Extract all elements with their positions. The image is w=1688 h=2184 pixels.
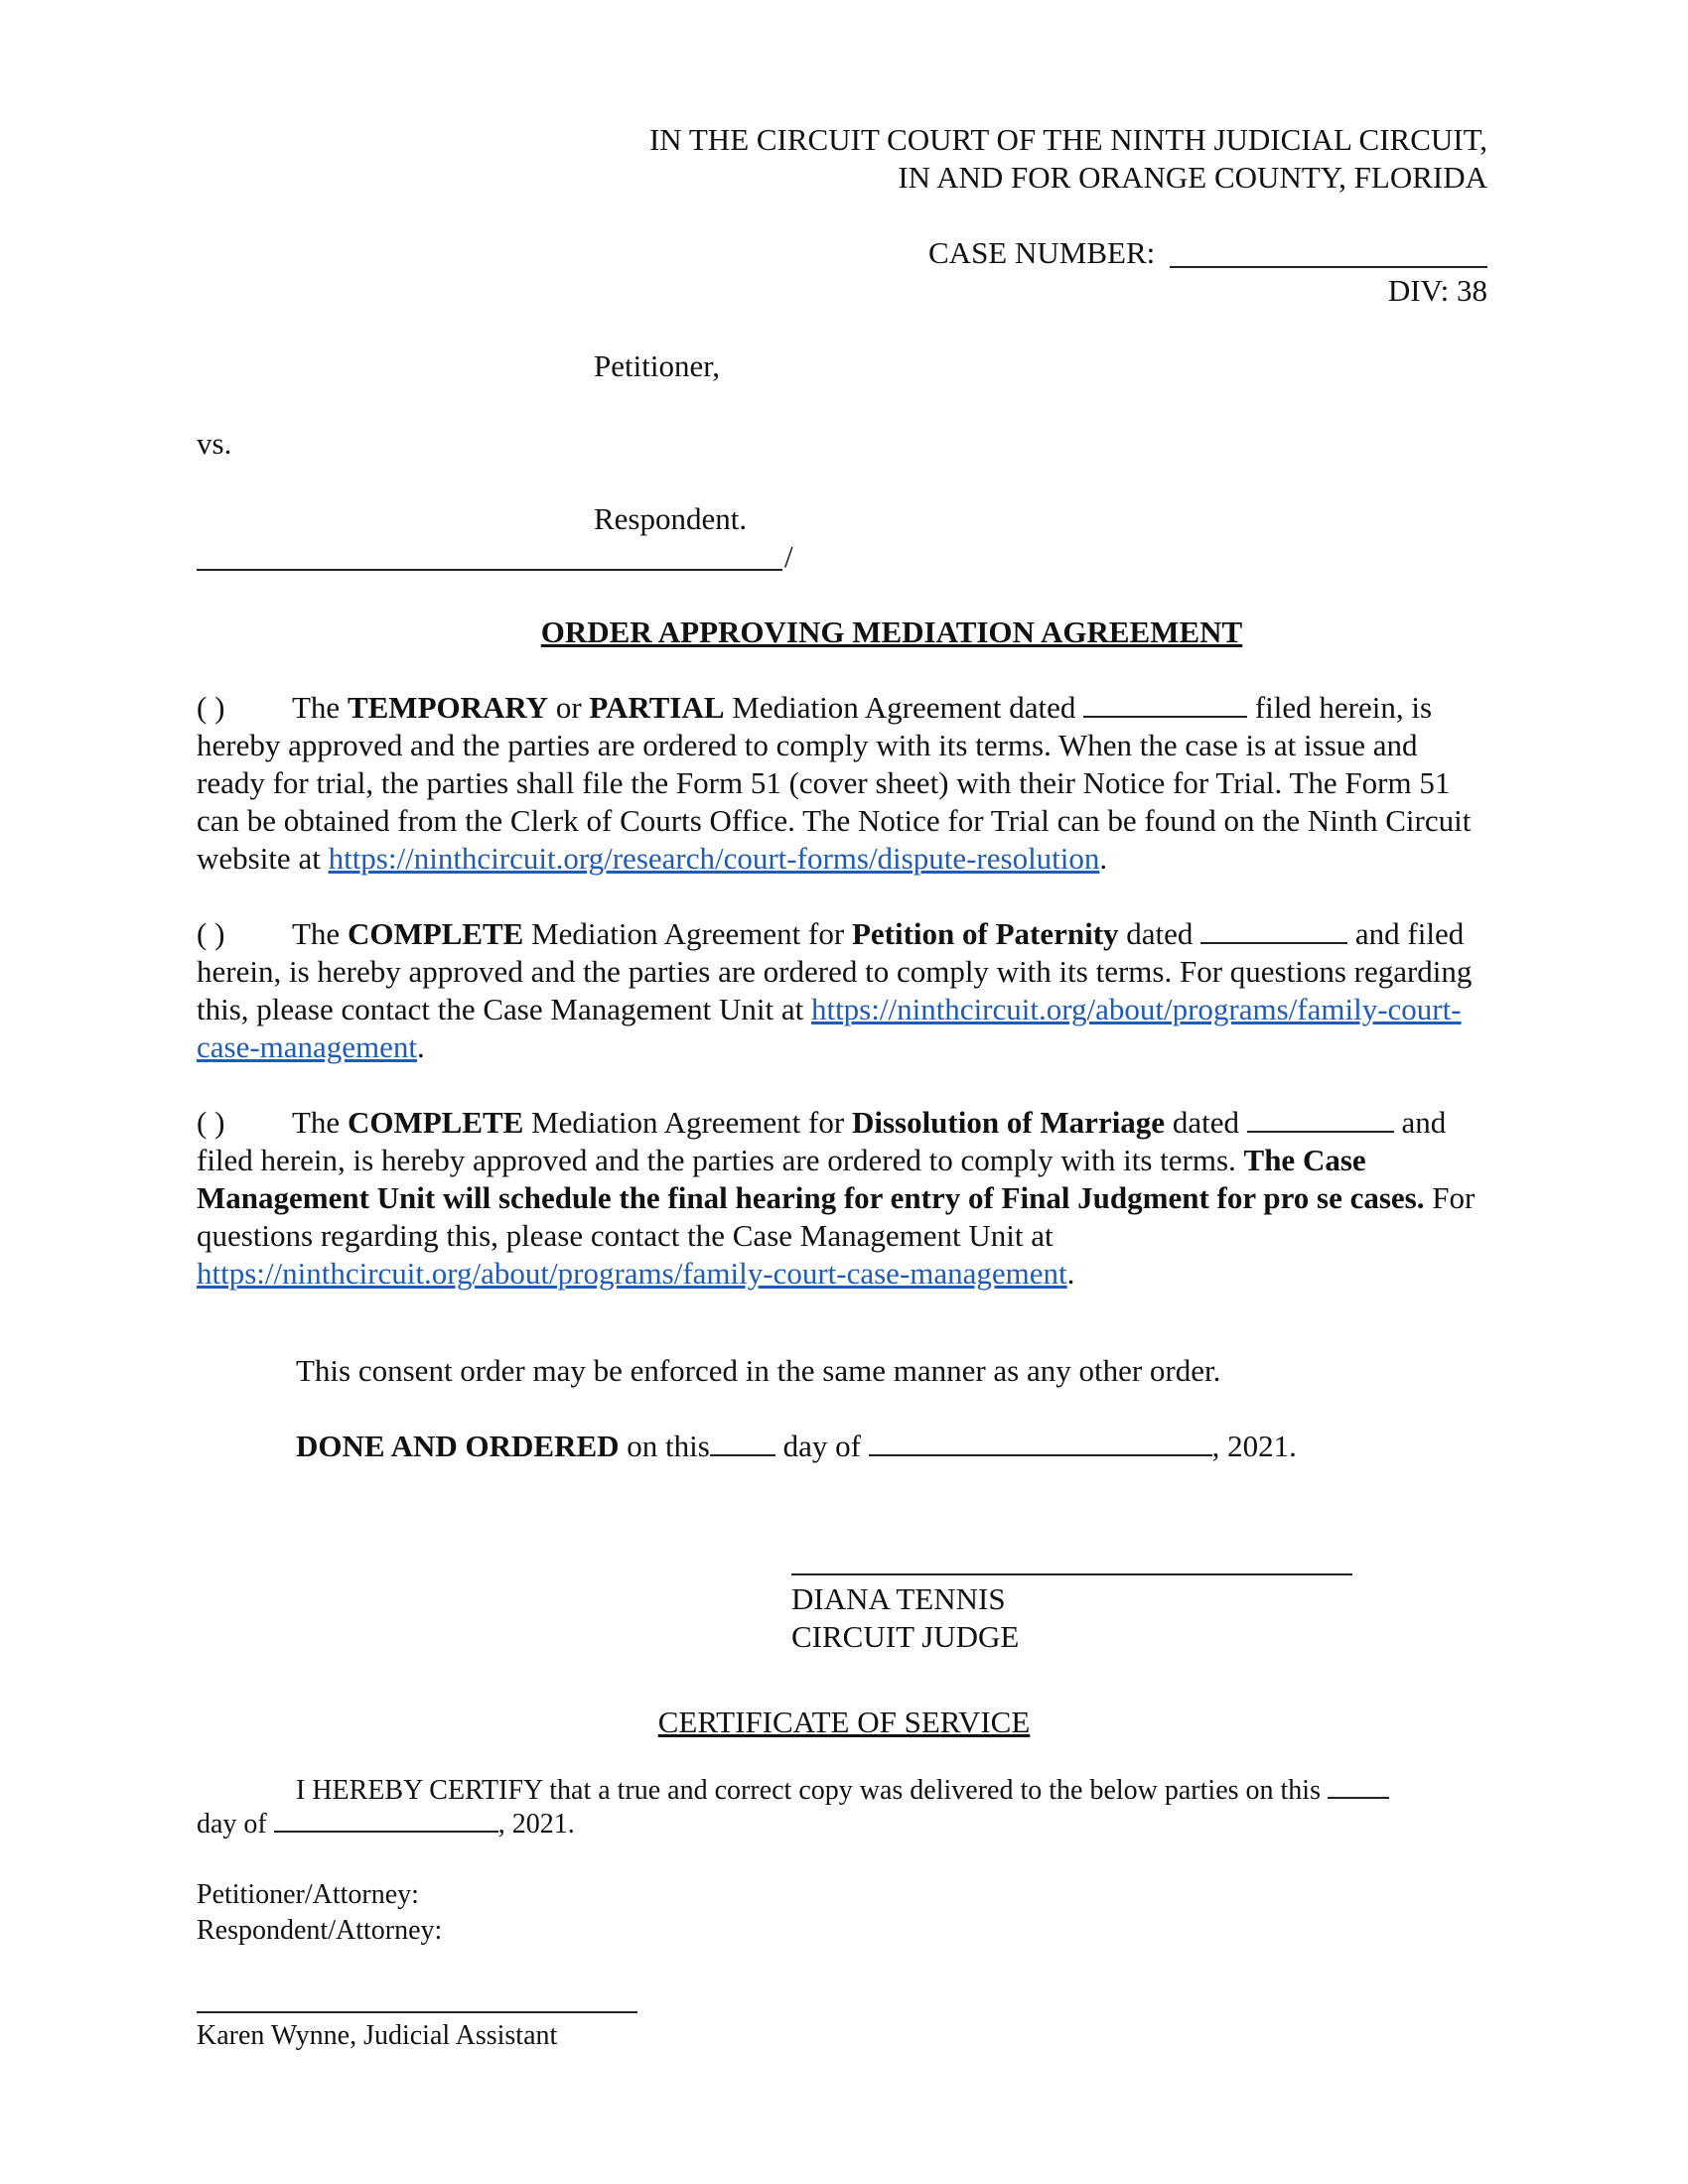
- done-month-blank[interactable]: [869, 1429, 1212, 1456]
- certificate-heading: CERTIFICATE OF SERVICE: [657, 1705, 1031, 1739]
- judge-name: DIANA TENNIS: [791, 1581, 1006, 1616]
- respondent-label: Respondent.: [594, 501, 748, 536]
- petitioner-label: Petitioner,: [594, 348, 721, 383]
- assistant-signature-line[interactable]: [197, 2011, 637, 2013]
- certificate-text-line-2: day of , 2021.: [197, 1805, 575, 1843]
- consent-statement: This consent order may be enforced in the same manner as any other order.: [296, 1353, 1221, 1388]
- certificate-month-blank[interactable]: [274, 1805, 498, 1833]
- paternity-checkbox[interactable]: ( ): [197, 916, 225, 951]
- caption-slash: /: [784, 539, 793, 574]
- petitioner-attorney-label: Petitioner/Attorney:: [197, 1879, 419, 1910]
- court-line-1: IN THE CIRCUIT COURT OF THE NINTH JUDICIAL CIRCUIT,: [648, 122, 1487, 157]
- temporary-checkbox[interactable]: ( ): [197, 690, 225, 725]
- done-day-blank[interactable]: [710, 1429, 775, 1456]
- done-and-ordered-line: DONE AND ORDERED on this day of , 2021.: [296, 1429, 1297, 1463]
- dissolution-date-blank[interactable]: [1247, 1105, 1394, 1133]
- order-title: ORDER APPROVING MEDIATION AGREEMENT: [540, 614, 1243, 649]
- caption-rule: [197, 569, 782, 571]
- division-label: DIV: 38: [1387, 273, 1487, 308]
- dissolution-checkbox[interactable]: ( ): [197, 1105, 225, 1140]
- case-management-link-2[interactable]: https://ninthcircuit.org/about/programs/family-court-case-management: [197, 1256, 1067, 1291]
- judge-signature-line[interactable]: [791, 1573, 1352, 1575]
- paternity-paragraph: ( ) The COMPLETE Mediation Agreement for Petition of Paternity dated and filed herein, is hereby approved and the parties are ordered to comply with its terms. For questions regarding this, please contact the Case Management Unit at https://ninthcircuit.org/about/programs/family-court-case-management.: [197, 916, 1473, 1064]
- dispute-resolution-link[interactable]: https://ninthcircuit.org/research/court-forms/dispute-resolution: [328, 841, 1100, 876]
- judicial-assistant-name: Karen Wynne, Judicial Assistant: [197, 2020, 558, 2051]
- certificate-day-blank[interactable]: [1328, 1771, 1389, 1799]
- case-number-blank[interactable]: [1170, 266, 1487, 268]
- judge-title: CIRCUIT JUDGE: [791, 1619, 1020, 1654]
- certificate-text-line-1: I HEREBY CERTIFY that a true and correct copy was delivered to the below parties on this: [296, 1771, 1389, 1810]
- dissolution-paragraph: ( ) The COMPLETE Mediation Agreement for Dissolution of Marriage dated and filed herein, is hereby approved and the parties are ordered to comply with its terms. The Case Management Unit will schedule the final hearing for entry of Final Judgment for pro se cases. For questions regarding this, please contact the Case Management Unit at https://ninthcircuit.org/about/programs/family-court-case-management.: [197, 1105, 1476, 1291]
- court-line-2: IN AND FOR ORANGE COUNTY, FLORIDA: [898, 160, 1487, 195]
- paternity-date-blank[interactable]: [1200, 916, 1347, 944]
- respondent-attorney-label: Respondent/Attorney:: [197, 1915, 443, 1946]
- case-management-link-1[interactable]: https://ninthcircuit.org/about/programs/family-court-case-management: [197, 992, 1462, 1064]
- case-number-label: CASE NUMBER:: [928, 235, 1156, 270]
- temporary-date-blank[interactable]: [1083, 690, 1247, 718]
- temporary-paragraph: ( ) The TEMPORARY or PARTIAL Mediation Agreement dated filed herein, is hereby approved and the parties are ordered to comply with its terms. When the case is at issue and ready for trial, the parties shall file the Form 51 (cover sheet) with their Notice for Trial. The Form 51 can be obtained from the Clerk of Courts Office. The Notice for Trial can be found on the Ninth Circuit website at https://ninthcircuit.org/research/court-forms/dispute-resolution.: [197, 690, 1472, 876]
- versus-label: vs.: [197, 426, 232, 461]
